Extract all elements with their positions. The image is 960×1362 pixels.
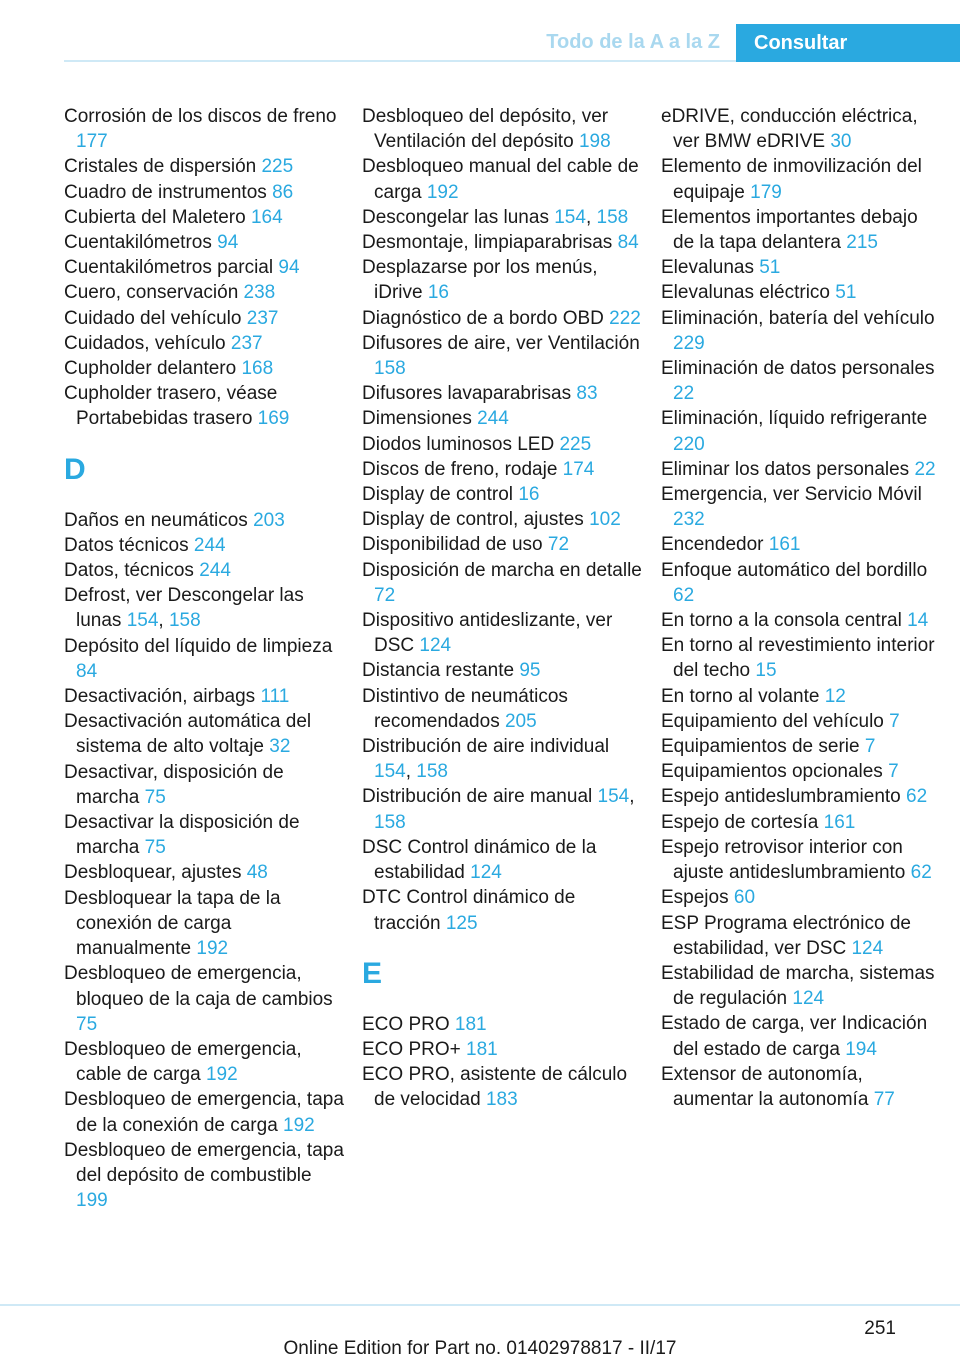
index-entry	[64, 558, 346, 583]
index-entry	[362, 507, 644, 532]
index-term: Espejo antideslumbramiento	[661, 786, 901, 808]
index-entry	[661, 759, 943, 784]
page-link[interactable]: 194	[845, 1038, 877, 1060]
page-link[interactable]: 14	[907, 610, 929, 632]
index-term: Desactivar, disposición de marcha	[64, 761, 284, 808]
index-entry	[362, 608, 644, 658]
page-link[interactable]: 179	[750, 181, 782, 203]
page-link[interactable]: 60	[733, 887, 756, 909]
index-entry	[661, 608, 943, 633]
index-term: Cuero, conservación	[64, 282, 239, 304]
page-link[interactable]: 192	[283, 1114, 315, 1136]
page-link[interactable]: 48	[246, 862, 268, 884]
index-entry	[661, 1011, 943, 1061]
index-entry	[661, 482, 943, 532]
index-term: Descongelar las lunas	[362, 206, 549, 228]
index-term: Distancia restante	[362, 660, 515, 682]
index-term: Equipamiento del vehículo	[661, 710, 884, 732]
index-term: Estado de carga, ver Indicación del estado de carga	[661, 1013, 928, 1060]
page-link[interactable]: 192	[196, 938, 229, 960]
page-link[interactable]: 51	[759, 257, 781, 279]
index-term: Encendedor	[661, 534, 764, 556]
page-link[interactable]: 192	[426, 181, 459, 203]
index-entry	[661, 558, 943, 608]
index-term: Equipamientos de serie	[661, 736, 860, 758]
index-term: Desbloquear la tapa de la conexión de carga manualmente	[64, 887, 281, 960]
page-link[interactable]: 22	[673, 383, 695, 405]
index-term: Disposición de marcha en detalle	[362, 559, 642, 581]
index-term: Elevalunas eléctrico	[661, 282, 830, 304]
index-term: Diodos luminosos LED	[362, 433, 555, 455]
page-link[interactable]: 237	[246, 307, 279, 329]
page-link[interactable]: 177	[76, 131, 108, 153]
index-entry	[661, 885, 943, 910]
page-link[interactable]: 164	[250, 206, 283, 228]
page-link[interactable]: 75	[76, 1013, 98, 1035]
index-column-2	[362, 104, 644, 1113]
section-letter: D	[64, 452, 86, 486]
index-term: Cuentakilómetros parcial	[64, 257, 274, 279]
index-term: Daños en neumáticos	[64, 509, 248, 531]
page-link[interactable]: 125	[445, 912, 478, 934]
page-link[interactable]: 83	[576, 383, 598, 405]
footer-rule	[0, 1304, 960, 1306]
page-link[interactable]: 181	[466, 1038, 498, 1060]
page-link[interactable]: 205	[504, 710, 537, 732]
index-term: Cuentakilómetros	[64, 232, 212, 254]
page-link[interactable]: 7	[864, 736, 876, 758]
page-link[interactable]: 7	[889, 710, 900, 732]
index-term: Elementos importantes debajo de la tapa delantera	[661, 206, 918, 254]
index-entry	[362, 154, 644, 204]
page-link[interactable]: 169	[257, 408, 290, 430]
page-link[interactable]: 124	[851, 937, 884, 959]
index-entry	[661, 835, 943, 885]
index-term: Cupholder trasero, véase Portabebidas trasero	[64, 383, 278, 430]
index-entry	[661, 633, 943, 683]
index-term: Elevalunas	[661, 257, 754, 279]
page-link[interactable]: 75	[144, 837, 166, 859]
index-entry: Defrost, ver Descongelar las lunas 154, 158	[64, 585, 304, 632]
index-entry	[661, 280, 943, 305]
index-term: Equipamientos opcionales	[661, 761, 883, 783]
index-term: Cuadro de instrumentos	[64, 181, 267, 203]
index-term: Datos, técnicos	[64, 560, 194, 582]
index-entry: Descongelar las lunas 154, 158	[362, 206, 629, 228]
index-term: Eliminación, líquido refrigerante	[661, 408, 928, 430]
index-entry	[362, 331, 644, 381]
index-entry	[64, 154, 346, 179]
page-header	[0, 24, 960, 62]
index-entry	[64, 280, 346, 305]
index-term: Discos de freno, rodaje	[362, 458, 558, 480]
page-link[interactable]: 168	[241, 358, 274, 380]
index-term: ECO PRO+	[362, 1038, 461, 1060]
page-link[interactable]: 94	[278, 257, 300, 279]
page-link[interactable]: 222	[609, 307, 641, 329]
index-term: Desactivación, airbags	[64, 686, 256, 708]
index-term: Datos técnicos	[64, 534, 189, 556]
page-link[interactable]: 124	[470, 862, 502, 884]
page-link[interactable]: 215	[846, 232, 878, 254]
index-term: En torno al volante	[661, 685, 820, 707]
page-link[interactable]: 158	[596, 206, 629, 228]
index-entry	[362, 658, 644, 683]
index-entry	[64, 381, 346, 431]
page-link[interactable]: 199	[76, 1190, 108, 1212]
index-term: Eliminación, batería del vehículo	[661, 307, 935, 329]
index-column-3	[661, 104, 943, 1112]
index-entry	[64, 1037, 346, 1087]
index-entry	[64, 634, 346, 684]
page-link[interactable]: 225	[559, 433, 592, 455]
page-link[interactable]: 238	[243, 282, 276, 304]
page-link[interactable]: 51	[835, 282, 857, 304]
index-entry	[64, 306, 346, 331]
page-link[interactable]: 154	[126, 610, 159, 632]
index-entry	[362, 1012, 644, 1037]
index-term: DTC Control dinámico de tracción	[362, 887, 576, 934]
page-link[interactable]: 94	[217, 232, 239, 254]
index-term: Cristales de dispersión	[64, 156, 257, 178]
page-link[interactable]: 192	[205, 1064, 238, 1086]
index-term: Corrosión de los discos de freno	[64, 106, 337, 127]
page-link[interactable]: 154	[597, 786, 630, 808]
index-term: Display de control, ajustes	[362, 509, 584, 531]
index-entry	[362, 432, 644, 457]
section-letter: E	[362, 956, 383, 990]
index-term: ECO PRO, asistente de cálculo de velocidad	[362, 1064, 628, 1111]
index-entry	[362, 104, 644, 154]
index-term: Espejos	[661, 887, 729, 909]
page-link[interactable]: 244	[477, 408, 509, 430]
index-term: Depósito del líquido de limpieza	[64, 635, 333, 657]
index-term: Disponibilidad de uso	[362, 534, 543, 556]
index-term: Display de control	[362, 484, 514, 506]
page-link[interactable]: 203	[253, 509, 285, 531]
index-entry	[64, 104, 346, 154]
index-term: En torno al revestimiento interior del techo	[661, 635, 935, 682]
index-term: Desbloqueo de emergencia, tapa de la conexión de carga	[64, 1089, 344, 1136]
index-entry	[661, 810, 943, 835]
page-link[interactable]: 16	[427, 282, 449, 304]
page-link[interactable]: 198	[578, 131, 611, 153]
index-entry	[64, 860, 346, 885]
index-entry	[64, 1087, 346, 1137]
index-term: Espejo retrovisor interior con ajuste antideslumbramiento	[661, 836, 906, 884]
page-link[interactable]: 22	[914, 458, 936, 480]
index-term: En torno a la consola central	[661, 610, 902, 632]
index-entry	[661, 684, 943, 709]
page-link[interactable]: 158	[168, 610, 201, 632]
index-entry	[362, 406, 644, 431]
index-entry	[661, 911, 943, 961]
page-link[interactable]: 30	[830, 131, 852, 153]
index-term: Desactivación automática del sistema de alto voltaje	[64, 711, 312, 758]
index-term: Desplazarse por los menús, iDrive	[362, 257, 598, 304]
index-term: Cuidado del vehículo	[64, 307, 242, 329]
page-link[interactable]: 7	[888, 761, 899, 783]
page-link[interactable]: 244	[199, 560, 231, 582]
page-link[interactable]: 174	[562, 458, 595, 480]
index-term: Distintivo de neumáticos recomendados	[362, 685, 568, 732]
index-entry	[661, 406, 943, 456]
page-link[interactable]: 124	[419, 635, 452, 657]
index-term: eDRIVE, conducción eléctrica, ver BMW eDRIVE	[661, 106, 918, 153]
page-link[interactable]: 183	[485, 1089, 518, 1111]
index-term: Distribución de aire manual	[362, 786, 593, 808]
tab-consultar[interactable]: Consultar	[736, 24, 960, 62]
index-entry	[661, 709, 943, 734]
page-link[interactable]: 229	[673, 332, 705, 354]
index-entry	[64, 508, 346, 533]
index-term: Emergencia, ver Servicio Móvil	[661, 484, 922, 506]
index-entry	[64, 331, 346, 356]
index-entry	[64, 886, 346, 962]
page-link[interactable]: 161	[823, 811, 856, 833]
index-entry	[362, 381, 644, 406]
page-link[interactable]: 158	[374, 358, 406, 380]
page-link[interactable]: 62	[673, 584, 695, 606]
index-term: Diagnóstico de a bordo OBD	[362, 307, 604, 329]
index-entry	[362, 558, 644, 608]
index-entry	[362, 684, 644, 734]
index-term: Desbloqueo de emergencia, cable de carga	[64, 1038, 302, 1086]
index-entry	[661, 154, 943, 204]
page-link[interactable]: 154	[374, 761, 406, 783]
index-entry	[64, 684, 346, 709]
index-term: Cupholder delantero	[64, 358, 237, 380]
index-entry	[64, 709, 346, 759]
index-entry: Distribución de aire manual 154, 158	[362, 786, 635, 833]
index-entry	[661, 532, 943, 557]
index-entry	[661, 306, 943, 356]
index-entry	[64, 533, 346, 558]
index-entry	[362, 835, 644, 885]
index-term: Eliminar los datos personales	[661, 458, 910, 480]
index-term: Enfoque automático del bordillo	[661, 559, 928, 581]
breadcrumb[interactable]: Todo de la A a la Z	[546, 31, 720, 53]
page-link[interactable]: 15	[755, 660, 777, 682]
index-entry	[661, 734, 943, 759]
page-link[interactable]: 161	[768, 534, 801, 556]
page-link[interactable]: 158	[374, 811, 406, 833]
page-link[interactable]: 84	[76, 660, 98, 682]
page-link[interactable]: 237	[230, 332, 263, 354]
index-entry	[64, 1138, 346, 1214]
index-entry	[362, 885, 644, 935]
index-entry	[64, 760, 346, 810]
page-link[interactable]: 102	[589, 509, 621, 531]
page-link[interactable]: 225	[261, 156, 294, 178]
index-column-1	[64, 104, 346, 1213]
page-link[interactable]: 244	[193, 534, 226, 556]
index-entry	[362, 1062, 644, 1112]
index-term: Difusores de aire, ver Ventilación	[362, 332, 640, 354]
page-link[interactable]: 32	[269, 736, 291, 758]
index-entry	[64, 961, 346, 1037]
index-term: Cubierta del Maletero	[64, 206, 246, 228]
index-term: Desactivar la disposición de marcha	[64, 812, 300, 859]
page-link[interactable]: 111	[260, 686, 290, 708]
index-term: Espejo de cortesía	[661, 811, 819, 833]
page-link[interactable]: 12	[824, 685, 846, 707]
index-term: Cuidados, vehículo	[64, 332, 226, 354]
page-link[interactable]: 95	[519, 660, 541, 682]
page-link[interactable]: 220	[673, 433, 705, 455]
page-link[interactable]: 62	[910, 862, 932, 884]
index-term: Estabilidad de marcha, sistemas de regulación	[661, 962, 935, 1010]
edition-note: Online Edition for Part no. 01402978817 - II/17	[283, 1338, 677, 1359]
index-entry	[362, 255, 644, 305]
index-term: ECO PRO	[362, 1013, 450, 1035]
index-entry	[64, 230, 346, 255]
index-entry	[362, 306, 644, 331]
page-link[interactable]: 16	[518, 484, 540, 506]
page-link[interactable]: 72	[547, 534, 570, 556]
index-entry	[64, 205, 346, 230]
index-entry	[362, 532, 644, 557]
page-link[interactable]: 75	[144, 786, 166, 808]
page-link[interactable]: 77	[873, 1088, 895, 1110]
index-term: Eliminación de datos personales	[661, 358, 935, 380]
index-entry	[661, 255, 943, 280]
index-term: Desbloquear, ajustes	[64, 862, 242, 884]
page-number: 251	[864, 1318, 896, 1339]
page-link[interactable]: 62	[906, 786, 928, 808]
index-term: Difusores lavaparabrisas	[362, 383, 572, 405]
index-entry	[64, 180, 346, 205]
index-term: Dimensiones	[362, 408, 472, 430]
index-term: Defrost, ver Descongelar las lunas	[64, 585, 304, 632]
index-term: Extensor de autonomía, aumentar la autonomía	[661, 1063, 869, 1110]
index-entry	[661, 104, 943, 154]
index-term: Distribución de aire individual	[362, 736, 610, 758]
index-entry	[64, 255, 346, 280]
index-entry	[362, 1037, 644, 1062]
index-entry	[661, 784, 943, 809]
index-term: DSC Control dinámico de la estabilidad	[362, 836, 597, 884]
index-term: Dispositivo antideslizante, ver DSC	[362, 610, 613, 657]
page-link[interactable]: 84	[617, 232, 639, 254]
index-entry	[661, 205, 943, 255]
page-link[interactable]: 124	[792, 988, 825, 1010]
index-term: Desbloqueo del depósito, ver Ventilación del depósito	[362, 106, 609, 153]
index-term: Desmontaje, limpiaparabrisas	[362, 232, 613, 254]
index-entry	[64, 356, 346, 381]
page-link[interactable]: 181	[454, 1013, 487, 1035]
index-term: Desbloqueo manual del cable de carga	[362, 156, 639, 203]
page-link[interactable]: 232	[673, 509, 705, 531]
page-link[interactable]: 86	[272, 181, 294, 203]
index-entry	[661, 457, 943, 482]
index-entry	[362, 482, 644, 507]
page-link[interactable]: 72	[374, 584, 396, 606]
index-entry	[661, 961, 943, 1011]
index-entry: Distribución de aire individual 154, 158	[362, 736, 610, 783]
page-link[interactable]: 158	[416, 761, 448, 783]
index-term: Desbloqueo de emergencia, tapa del depósito de combustible	[64, 1139, 344, 1186]
index-term: Elemento de inmovilización del equipaje	[661, 156, 922, 203]
page-link[interactable]: 154	[554, 206, 586, 228]
index-term: Desbloqueo de emergencia, bloqueo de la caja de cambios	[64, 963, 333, 1010]
index-term: ESP Programa electrónico de estabilidad, ver DSC	[661, 912, 911, 959]
index-entry	[64, 810, 346, 860]
index-entry	[362, 230, 644, 255]
index-entry	[661, 1062, 943, 1112]
index-entry	[362, 457, 644, 482]
index-entry	[661, 356, 943, 406]
